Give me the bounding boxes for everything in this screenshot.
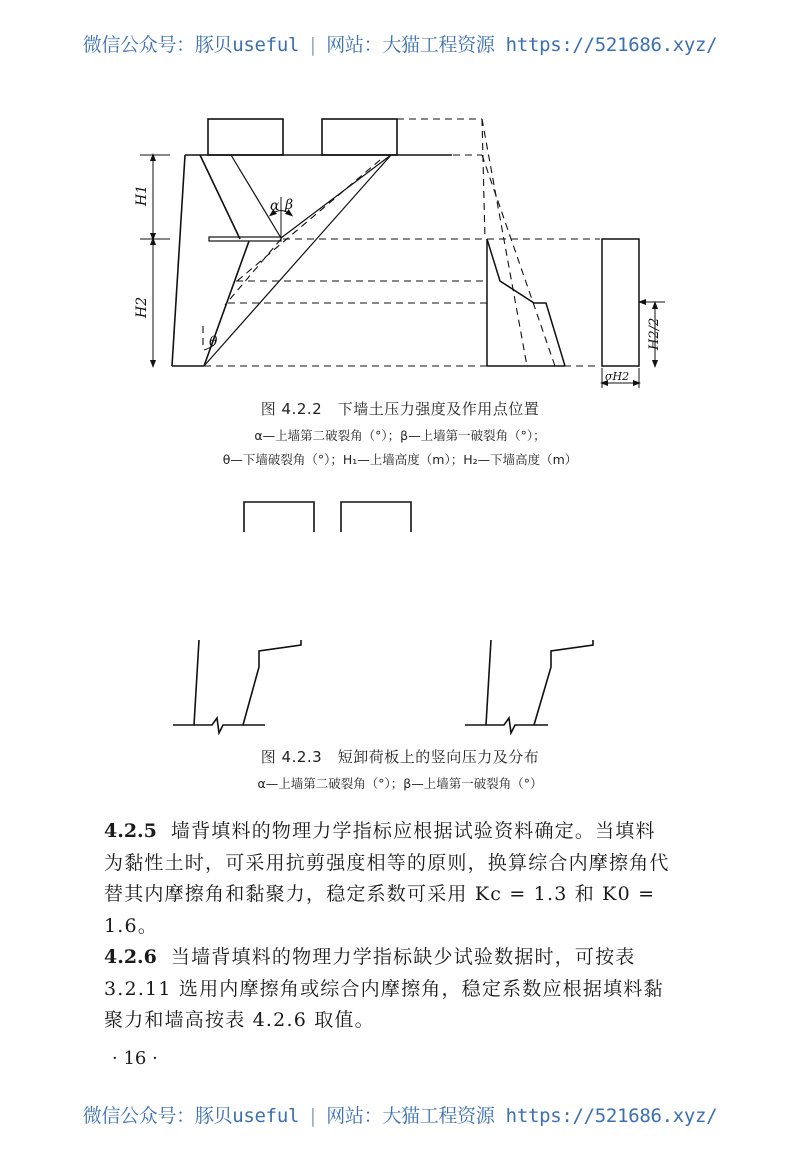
- label-h2-half: H2/2: [647, 317, 662, 350]
- paragraph-line: 墙背填料的物理力学指标应根据试验资料确定。当填料: [170, 820, 656, 842]
- figure-4-2-3-diagram: [0, 490, 800, 735]
- section-4-2-6: [104, 942, 696, 1037]
- section-number: 4.2.6: [104, 946, 157, 968]
- watermark-site-link[interactable]: 网站：大猫工程资源 https://521686.xyz/: [326, 1105, 718, 1127]
- figure-4-2-2-diagram: [0, 100, 800, 390]
- watermark-wechat: 微信公众号：豚贝useful: [82, 34, 300, 56]
- paragraph-line: 替其内摩擦角和黏聚力，稳定系数可采用 Kc = 1.3 和 K0 =: [104, 883, 656, 905]
- paragraph-line: 为黏性土时，可采用抗剪强度相等的原则，换算综合内摩擦角代: [104, 851, 670, 874]
- label-h1: H1: [134, 184, 150, 206]
- watermark-footer: [0, 1101, 800, 1128]
- page-number: · 16 ·: [112, 1048, 158, 1069]
- watermark-separator: |: [307, 34, 319, 56]
- watermark-header: [0, 30, 800, 57]
- watermark-site-link[interactable]: 网站：大猫工程资源 https://521686.xyz/: [326, 34, 718, 56]
- watermark-wechat: 微信公众号：豚贝useful: [82, 1105, 300, 1127]
- paragraph-line: 当墙背填料的物理力学指标缺少试验数据时，可按表: [170, 946, 636, 968]
- figure-4-2-3-title: 图 4.2.3 短卸荷板上的竖向压力及分布: [260, 748, 540, 766]
- label-sigma-h2: σH2: [605, 370, 630, 383]
- section-number: 4.2.5: [104, 820, 157, 842]
- section-4-2-5: [104, 816, 696, 942]
- figure-4-2-2-legend-2: θ—下墙破裂角（°）；H₁—上墙高度（m）；H₂—下墙高度（m）: [222, 452, 578, 467]
- label-theta: θ: [209, 334, 218, 350]
- label-h2: H2: [134, 296, 150, 318]
- paragraph-line: 1.6。: [104, 914, 159, 937]
- figure-4-2-2-title: 图 4.2.2 下墙土压力强度及作用点位置: [260, 400, 540, 418]
- figure-4-2-3-legend-1: α—上墙第二破裂角（°）；β—上墙第一破裂角（°）: [257, 776, 543, 791]
- label-alpha: α: [270, 198, 280, 214]
- label-beta: β: [285, 197, 294, 213]
- paragraph-line: 3.2.11 选用内摩擦角或综合内摩擦角，稳定系数应根据填料黏: [104, 977, 664, 1000]
- paragraph-line: 聚力和墙高按表 4.2.6 取值。: [104, 1009, 375, 1031]
- watermark-separator: |: [307, 1105, 319, 1127]
- figure-4-2-2-legend-1: α—上墙第二破裂角（°）；β—上墙第一破裂角（°）；: [254, 428, 546, 443]
